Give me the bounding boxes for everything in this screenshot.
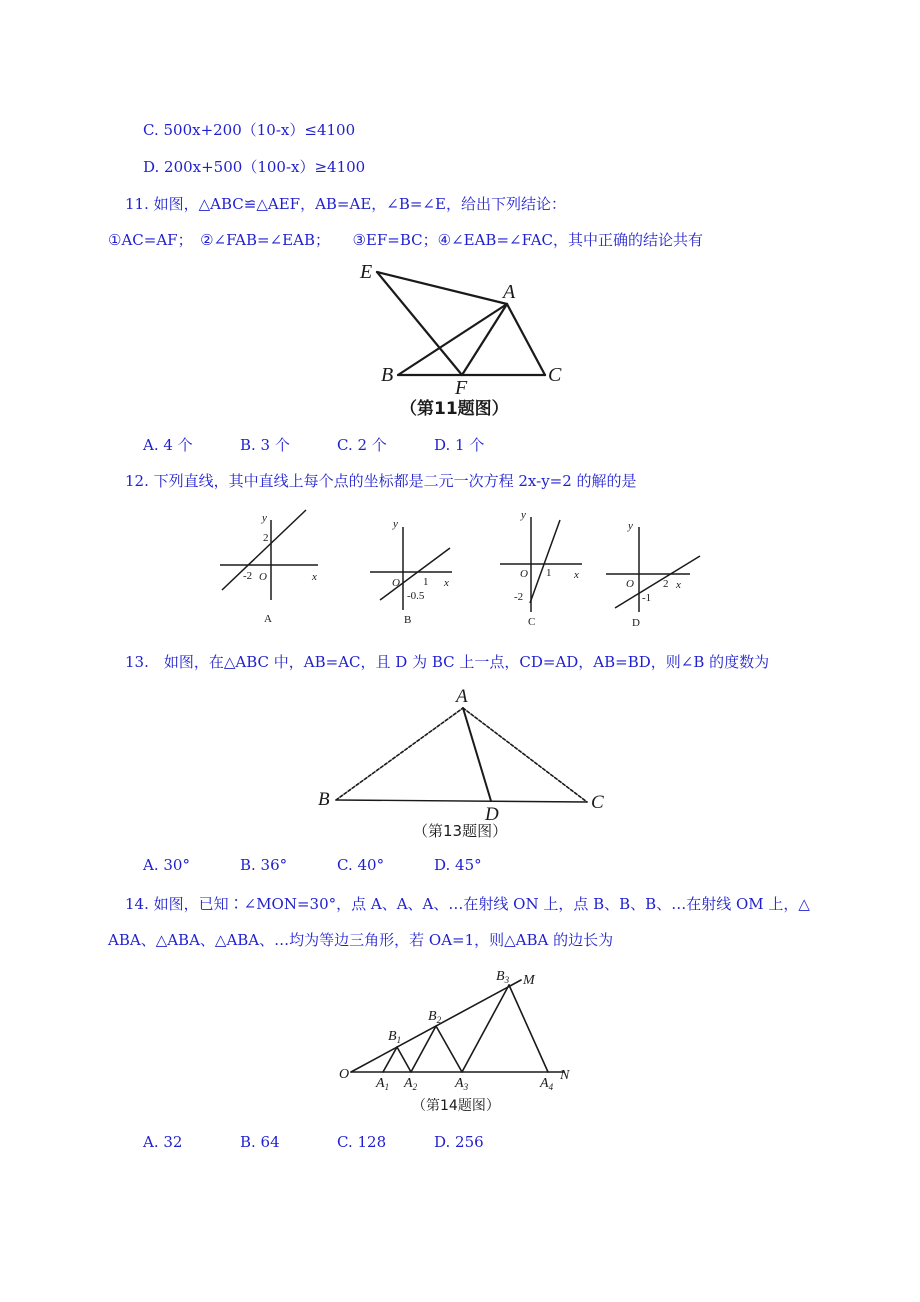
q14-option-b: B. 64 [240, 1133, 280, 1151]
q14-caption: （第14题图） [412, 1098, 500, 1114]
q12b-y-label: y [393, 518, 398, 530]
svg-text:A1 [375, 1076, 389, 1092]
q12-stem: 12. 下列直线，其中直线上每个点的坐标都是二元一次方程 2x-y=2 的解的是 [125, 472, 637, 490]
q14-option-c: C. 128 [337, 1133, 387, 1151]
q12b-letter: B [404, 614, 412, 626]
q12d-tick-neg1: -1 [642, 592, 652, 604]
svg-text:B2 [428, 1009, 442, 1025]
q14-stem-line1: 14. 如图，已知∶∠MON=30°，点 A、A、A、…在射线 ON 上，点 B、B、B、…在射线 OM 上，△ [125, 895, 810, 913]
q12b-origin: O [392, 577, 400, 589]
q13-option-c: C. 40° [337, 856, 385, 874]
q12a-x-label: x [312, 571, 317, 583]
q14-label-a1: A [376, 1076, 385, 1091]
q14-sub-b2: 2 [436, 1015, 442, 1025]
q14-label-a4: A [540, 1076, 549, 1091]
q12a-letter: A [264, 613, 272, 625]
q14-label-o: O [339, 1067, 350, 1082]
q12d-tick-2: 2 [663, 578, 669, 590]
q11-label-b: B [381, 364, 394, 386]
q14-sub-b1: 1 [396, 1035, 402, 1045]
q12c-y-label: y [521, 509, 526, 521]
q12d-x-label: x [676, 579, 681, 591]
q14-sub-a2: 2 [412, 1082, 418, 1092]
q14-sub-a4: 4 [548, 1082, 554, 1092]
q12b-tick-neg05: -0.5 [407, 590, 425, 602]
q11-option-a: A. 4 个 [143, 436, 193, 454]
q14-stem-line2: ABA、△ABA、△ABA、…均为等边三角形，若 OA=1，则△ABA 的边长为 [108, 931, 614, 949]
q10-option-d: D. 200x+500（100-x）≥4100 [143, 158, 366, 176]
q12d-origin: O [626, 578, 634, 590]
q13-option-d: D. 45° [434, 856, 482, 874]
q12a-tick-2: 2 [263, 532, 269, 544]
q14-label-b1: B [388, 1029, 397, 1044]
q11-stem: 11. 如图，△ABC≌△AEF，AB=AE，∠B=∠E，给出下列结论： [125, 195, 566, 213]
svg-text:B3 [496, 969, 510, 985]
q11-conclusions: ①AC=AF； ②∠FAB=∠EAB； ③EF=BC；④∠EAB=∠FAC，其中正确的结论共有 [108, 231, 704, 249]
q13-label-c: C [591, 792, 604, 813]
q14-option-d: D. 256 [434, 1133, 484, 1151]
q14-sub-a3: 3 [463, 1082, 469, 1092]
q12d-letter: D [632, 617, 640, 629]
svg-text:A4 [539, 1076, 554, 1092]
q13-option-a: A. 30° [143, 856, 190, 874]
q11-label-a: A [503, 281, 516, 303]
q12c-letter: C [528, 616, 536, 628]
q12b-tick-1: 1 [423, 576, 429, 588]
q14-label-m: M [523, 973, 535, 988]
svg-text:B1 [388, 1029, 401, 1045]
q11-option-b: B. 3 个 [240, 436, 290, 454]
q13-label-a: A [456, 686, 468, 707]
q12c-x-label: x [574, 569, 579, 581]
q12c-tick-neg2: -2 [514, 591, 524, 603]
q12a-y-label: y [262, 512, 267, 524]
q14-sub-b3: 3 [504, 975, 510, 985]
svg-text:A3 [454, 1076, 469, 1092]
q10-option-c: C. 500x+200（10-x）≤4100 [143, 121, 356, 139]
svg-text:A2 [403, 1076, 418, 1092]
q12b-x-label: x [444, 577, 449, 589]
q11-caption: （第11题图） [400, 399, 509, 419]
q14-label-n: N [560, 1068, 570, 1083]
q14-label-b2: B [428, 1009, 437, 1024]
q11-option-d: D. 1 个 [434, 436, 485, 454]
q14-label-a3: A [455, 1076, 464, 1091]
q13-option-b: B. 36° [240, 856, 288, 874]
q11-label-e: E [360, 261, 373, 283]
q14-label-b3: B [496, 969, 505, 984]
q14-option-a: A. 32 [143, 1133, 183, 1151]
q13-label-b: B [318, 789, 330, 810]
q11-label-c: C [548, 364, 562, 386]
q12a-origin: O [259, 571, 267, 583]
q12d-y-label: y [628, 520, 633, 532]
q13-label-d: D [485, 804, 499, 825]
q11-label-f: F [455, 377, 468, 399]
q14-sub-a1: 1 [384, 1082, 390, 1092]
q12c-tick-1: 1 [546, 567, 552, 579]
q11-option-c: C. 2 个 [337, 436, 387, 454]
q13-stem: 13. 如图，在△ABC 中，AB=AC，且 D 为 BC 上一点，CD=AD，AB=BD，则∠B 的度数为 [125, 653, 770, 671]
q12c-origin: O [520, 568, 528, 580]
q12a-tick-neg2: -2 [243, 570, 253, 582]
q14-label-a2: A [404, 1076, 413, 1091]
q13-caption: （第13题图） [413, 822, 508, 840]
